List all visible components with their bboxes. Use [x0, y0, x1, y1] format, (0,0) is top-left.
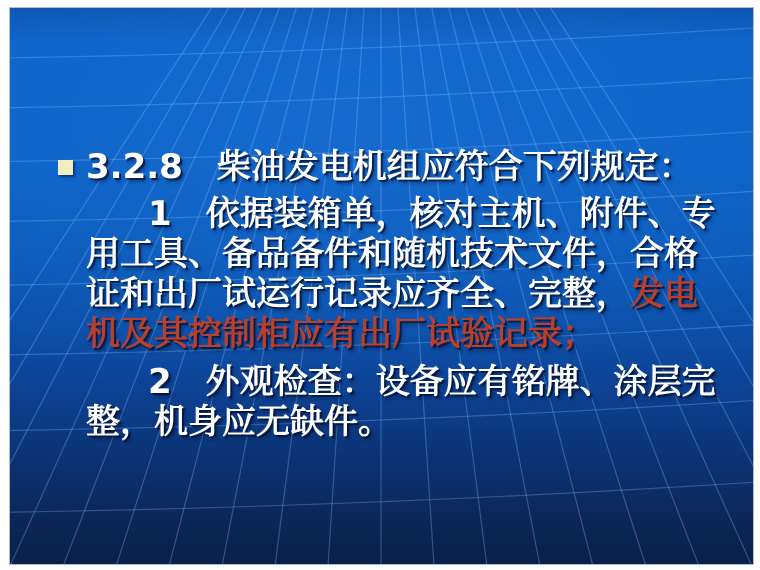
text-line-item1-line2 [86, 234, 736, 274]
text-line-item2-line1 [86, 362, 736, 402]
text-line-item1-line4 [86, 314, 736, 354]
text-segment: 证和出厂试运行记录应齐全、完整， [86, 274, 630, 314]
text-segment: 用工具、备品备件和随机技术文件，合格 [86, 234, 698, 274]
text-line-item2-line2 [86, 402, 736, 442]
text-segment: 发电 [630, 274, 698, 314]
slide-text-block [86, 147, 736, 442]
text-line-item1-line3 [86, 274, 736, 314]
text-segment: 3.2.8 柴油发电机组应符合下列规定： [86, 147, 693, 187]
square-bullet-icon [58, 160, 73, 175]
text-line-heading [86, 147, 736, 187]
text-segment: 整，机身应无缺件。 [86, 402, 392, 442]
slide [9, 7, 754, 565]
text-line-item1-line1 [86, 194, 736, 234]
text-segment: 1 依据装箱单，核对主机、附件、专 [148, 194, 716, 234]
text-segment: 2 外观检查：设备应有铭牌、涂层完 [148, 362, 716, 402]
text-segment: 机及其控制柜应有出厂试验记录； [86, 314, 596, 354]
